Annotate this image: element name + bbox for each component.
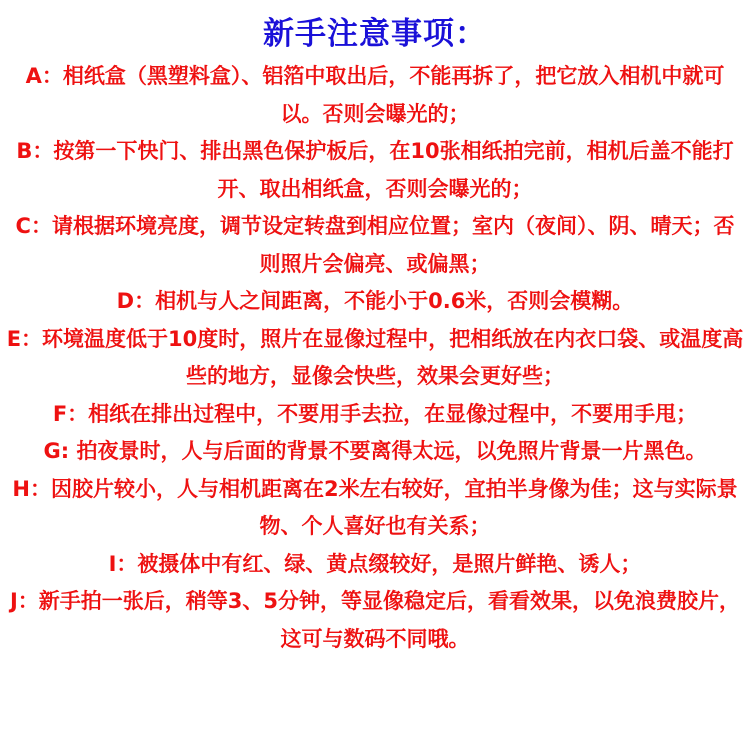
note-item-g: G: 拍夜景时，人与后面的背景不要离得太远，以免照片背景一片黑色。: [43, 439, 707, 463]
note-item-i: I：被摄体中有红、绿、黄点缀较好，是照片鲜艳、诱人；: [108, 551, 642, 576]
note-item-j: J：新手拍一张后，稍等3、5分钟，等显像稳定后，看看效果，以免浪费胶片，这可与数码不同哦。: [9, 589, 741, 651]
note-item-b: B：按第一下快门、排出黑色保护板后，在10张相纸拍完前，相机后盖不能打开、取出相纸盒，否则会曝光的；: [16, 139, 734, 201]
note-item-h: H：因胶片较小，人与相机距离在2米左右较好，宜拍半身像为佳；这与实际景物、个人喜好也有关系；: [12, 476, 738, 538]
page-title: 新手注意事项：: [263, 16, 487, 52]
note-item-f: F：相纸在排出过程中，不要用手去拉，在显像过程中，不要用手甩；: [52, 401, 698, 426]
note-item-d: D：相机与人之间距离，不能小于0.6米，否则会模糊。: [116, 289, 634, 313]
note-item-e: E：环境温度低于10度时，照片在显像过程中，把相纸放在内衣口袋、或温度高些的地方，显像会快些，效果会更好些；: [6, 326, 744, 388]
note-item-a: A：相纸盒（黑塑料盒）、铝箔中取出后，不能再拆了，把它放入相机中就可以。否则会曝光的；: [25, 64, 725, 126]
notes-list: [6, 58, 744, 658]
note-item-c: C：请根据环境亮度，调节设定转盘到相应位置；室内（夜间）、阴、晴天；否则照片会偏亮、或偏黑；: [15, 214, 735, 276]
